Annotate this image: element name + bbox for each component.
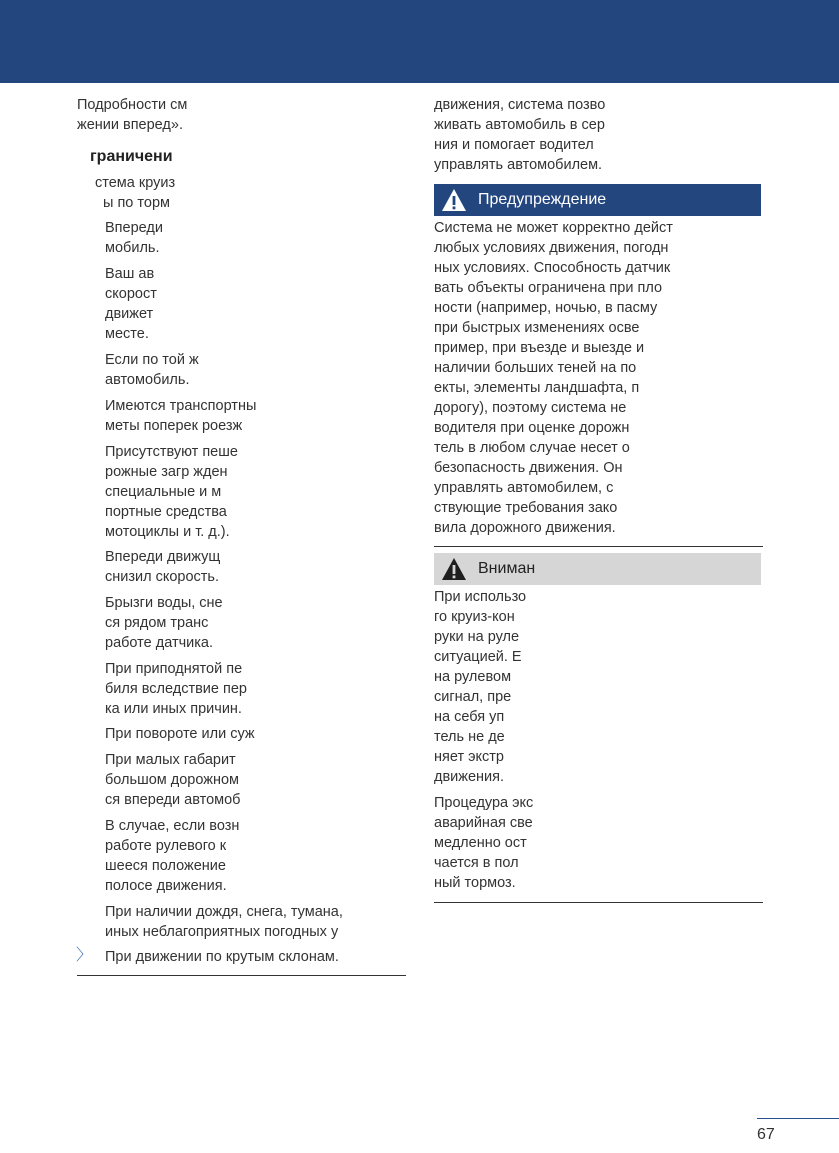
warning-label: Предупреждение bbox=[478, 191, 607, 208]
list-item-line: биля вследствие пер bbox=[105, 681, 247, 697]
attention-text-line: ситуацией. Е bbox=[434, 649, 522, 665]
page-number: 67 bbox=[757, 1126, 775, 1143]
paragraph-line: движения, система позво bbox=[434, 97, 606, 113]
list-item-line: большом дорожном bbox=[105, 772, 239, 788]
attention-text-line: тель не де bbox=[434, 729, 505, 745]
list-item-line: снизил скорость. bbox=[105, 569, 220, 585]
list-item-line: ка или иных причин. bbox=[105, 701, 242, 717]
attention-text-line: на себя уп bbox=[434, 709, 505, 725]
warning-text-line: вила дорожного движения. bbox=[434, 520, 616, 536]
list-item-line: работе рулевого к bbox=[105, 838, 227, 854]
list-item-line: При малых габарит bbox=[105, 752, 236, 768]
attention-header bbox=[434, 553, 761, 585]
list-item-line: Если по той ж bbox=[105, 352, 199, 368]
list-item-line: месте. bbox=[105, 326, 149, 342]
list-item-line: полосе движения. bbox=[105, 878, 227, 894]
list-item-line: Имеются транспортны bbox=[105, 398, 257, 414]
list-item-line: Брызги воды, сне bbox=[105, 595, 223, 611]
attention-text-line: руки на руле bbox=[434, 629, 520, 645]
attention-text-line: го круиз-кон bbox=[434, 609, 515, 625]
section-heading: граничени bbox=[90, 148, 173, 165]
list-item-line: При движении по крутым склонам. bbox=[105, 949, 339, 965]
attention-text-line: аварийная све bbox=[434, 815, 533, 831]
warning-text-line: екты, элементы ландшафта, п bbox=[434, 380, 640, 396]
list-item-line: рожные загр жден bbox=[105, 464, 228, 480]
list-item-line: При наличии дождя, снега, тумана, bbox=[105, 904, 343, 920]
list-item-line: специальные и м bbox=[105, 484, 222, 500]
chevron-right-icon: 〉 bbox=[76, 947, 93, 964]
warning-text-line: пример, при въезде и выезде и bbox=[434, 340, 645, 356]
list-item-line: В случае, если возн bbox=[105, 818, 240, 834]
intro-line: Подробности см bbox=[77, 97, 188, 113]
list-item-line: шееся положение bbox=[105, 858, 226, 874]
paragraph-line: управлять автомобилем. bbox=[434, 157, 603, 173]
list-item-line: мотоциклы и т. д.). bbox=[105, 524, 230, 540]
list-item-line: Ваш ав bbox=[105, 266, 155, 282]
warning-end-rule bbox=[434, 546, 763, 547]
page-number-rule bbox=[757, 1118, 839, 1119]
warning-triangle-icon bbox=[440, 556, 468, 582]
warning-text-line: дорогу), поэтому система не bbox=[434, 400, 627, 416]
warning-text-line: тель в любом случае несет о bbox=[434, 440, 630, 456]
attention-text-line: сигнал, пре bbox=[434, 689, 512, 705]
attention-text-line: чается в пол bbox=[434, 855, 519, 871]
attention-end-rule bbox=[434, 902, 763, 903]
warning-text-line: безопасность движения. Он bbox=[434, 460, 623, 476]
attention-text-line: медленно ост bbox=[434, 835, 527, 851]
list-item-line: Впереди bbox=[105, 220, 163, 236]
list-item-line: мобиль. bbox=[105, 240, 160, 256]
header-band bbox=[0, 0, 839, 83]
warning-text-line: водителя при оценке дорожн bbox=[434, 420, 630, 436]
list-item-line: Присутствуют пеше bbox=[105, 444, 238, 460]
warning-text-line: при быстрых изменениях осве bbox=[434, 320, 640, 336]
list-item-line: скорост bbox=[105, 286, 157, 302]
warning-header bbox=[434, 184, 761, 216]
attention-text-line: няет экстр bbox=[434, 749, 504, 765]
warning-text-line: управлять автомобилем, с bbox=[434, 480, 614, 496]
warning-text-line: вать объекты ограничена при пло bbox=[434, 280, 663, 296]
warning-text-line: любых условиях движения, погодн bbox=[434, 240, 669, 256]
paragraph-line: ния и помогает водител bbox=[434, 137, 594, 153]
warning-text-line: Система не может корректно дейст bbox=[434, 220, 673, 236]
attention-text-line: на рулевом bbox=[434, 669, 512, 685]
warning-triangle-icon bbox=[440, 187, 468, 213]
paragraph-line: живать автомобиль в сер bbox=[434, 117, 605, 133]
list-item-line: При приподнятой пе bbox=[105, 661, 243, 677]
list-item-line: движет bbox=[105, 306, 154, 322]
subintro-line: ы по торм bbox=[103, 195, 170, 211]
attention-text-line: Процедура экс bbox=[434, 795, 534, 811]
list-item-line: ся впереди автомоб bbox=[105, 792, 241, 808]
attention-text-line: ный тормоз. bbox=[434, 875, 516, 891]
list-item-line: портные средства bbox=[105, 504, 227, 520]
list-item-line: иных неблагоприятных погодных у bbox=[105, 924, 339, 940]
warning-text-line: ных условиях. Способность датчик bbox=[434, 260, 671, 276]
warning-text-line: наличии больших теней на по bbox=[434, 360, 637, 376]
list-item-line: меты поперек роезж bbox=[105, 418, 243, 434]
warning-text-line: ности (например, ночью, в пасму bbox=[434, 300, 658, 316]
subintro-line: стема круиз bbox=[95, 175, 176, 191]
intro-line: жении вперед». bbox=[77, 117, 183, 133]
list-item-line: При повороте или суж bbox=[105, 726, 255, 742]
left-column-end-rule bbox=[77, 975, 406, 976]
list-item-line: автомобиль. bbox=[105, 372, 190, 388]
attention-text-line: движения. bbox=[434, 769, 505, 785]
attention-text-line: При использо bbox=[434, 589, 527, 605]
warning-text-line: ствующие требования зако bbox=[434, 500, 618, 516]
list-item-line: работе датчика. bbox=[105, 635, 214, 651]
attention-label: Вниман bbox=[478, 560, 536, 577]
list-item-line: ся рядом транс bbox=[105, 615, 209, 631]
list-item-line: Впереди движущ bbox=[105, 549, 221, 565]
